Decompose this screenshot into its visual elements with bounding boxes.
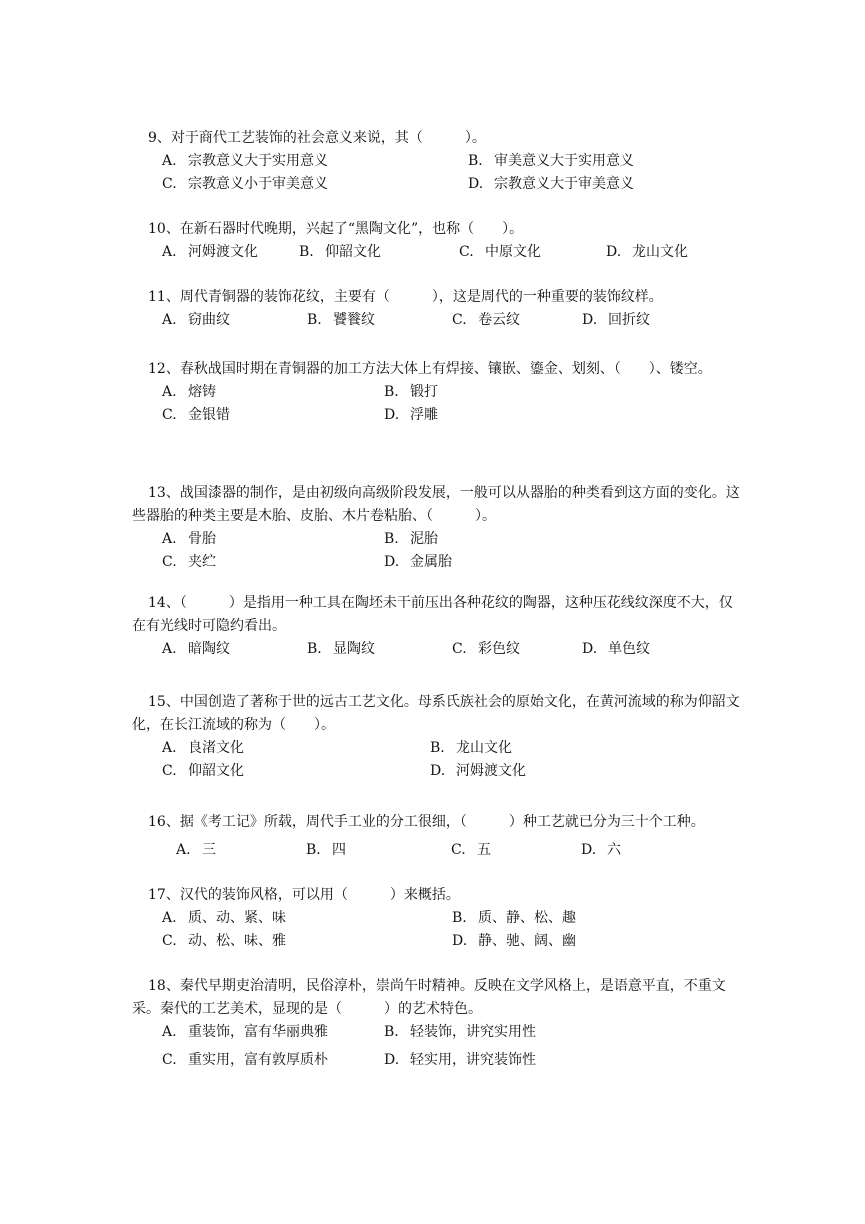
option-a: A. 良渚文化 — [162, 740, 244, 756]
question-15 — [132, 691, 742, 783]
option-a: A. 三 — [176, 842, 216, 858]
option-c: C. 金银错 — [162, 407, 230, 423]
option-d: D. 宗教意义大于审美意义 — [468, 176, 634, 192]
question-stem — [132, 592, 742, 638]
question-stem — [132, 691, 742, 737]
question-14 — [132, 592, 742, 661]
option-c: C. 动、松、味、雅 — [162, 933, 286, 949]
option-b: B. 轻装饰，讲究实用性 — [384, 1024, 536, 1040]
question-stem-text: 13、战国漆器的制作，是由初级向高级阶段发展，一般可以从器胎的种类看到这方面的变化。这些器胎的种类主要是木胎、皮胎、木片卷粘胎、（ ）。 — [132, 485, 740, 524]
option-c: C. 彩色纹 — [452, 641, 520, 657]
option-d: D. 单色纹 — [582, 641, 650, 657]
question-stem-text: 15、中国创造了著称于世的远古工艺文化。母系氏族社会的原始文化，在黄河流域的称为仰韶文化，在长江流域的称为（ ）。 — [132, 694, 740, 733]
question-stem-text: 14、（ ）是指用一种工具在陶坯未干前压出各种花纹的陶器，这种压花线纹深度不大，仅在有光线时可隐约看出。 — [132, 595, 733, 634]
question-12 — [132, 358, 742, 427]
question-stem-text: 10、在新石器时代晚期，兴起了“黑陶文化”，也称（ ）。 — [148, 221, 524, 237]
option-b: B. 四 — [306, 842, 346, 858]
option-d: D. 静、驰、阔、幽 — [452, 933, 576, 949]
option-a: A. 河姆渡文化 — [162, 244, 258, 260]
option-c: C. 宗教意义小于审美意义 — [162, 176, 328, 192]
option-d: D. 浮雕 — [384, 407, 438, 423]
question-stem-text: 17、汉代的装饰风格，可以用（ ）来概括。 — [148, 887, 460, 903]
option-b: B. 质、静、松、趣 — [452, 910, 576, 926]
option-b: B. 锻打 — [384, 384, 438, 400]
question-stem-text: 12、春秋战国时期在青铜器的加工方法大体上有焊接、镶嵌、鎏金、划刻、（ ）、镂空。 — [148, 361, 712, 377]
option-a: A. 熔铸 — [162, 384, 216, 400]
option-c: C. 中原文化 — [459, 244, 541, 260]
option-a: A. 宗教意义大于实用意义 — [162, 153, 328, 169]
question-16 — [132, 811, 742, 862]
question-stem — [132, 482, 742, 528]
option-c: C. 卷云纹 — [452, 312, 520, 328]
question-stem-text: 11、周代青铜器的装饰花纹，主要有（ ），这是周代的一种重要的装饰纹样。 — [148, 289, 663, 305]
options — [132, 150, 742, 196]
question-stem — [132, 218, 742, 241]
question-stem — [132, 127, 742, 150]
question-stem — [132, 358, 742, 381]
question-stem — [132, 286, 742, 309]
question-stem-text: 18、秦代早期吏治清明，民俗淳朴，崇尚午时精神。反映在文学风格上，是语意平直，不重文采。秦代的工艺美术，显现的是（ ）的艺术特色。 — [132, 978, 726, 1017]
option-a: A. 重装饰，富有华丽典雅 — [162, 1024, 328, 1040]
option-d: D. 金属胎 — [384, 554, 452, 570]
question-11 — [132, 286, 742, 332]
question-10 — [132, 218, 742, 264]
question-stem — [132, 811, 742, 834]
option-b: B. 审美意义大于实用意义 — [468, 153, 634, 169]
option-a: A. 质、动、紧、味 — [162, 910, 286, 926]
option-c: C. 仰韶文化 — [162, 763, 244, 779]
option-b: B. 仰韶文化 — [299, 244, 381, 260]
option-b: B. 饕餮纹 — [307, 312, 375, 328]
option-d: D. 回折纹 — [582, 312, 650, 328]
question-18 — [132, 975, 742, 1072]
question-13 — [132, 482, 742, 574]
option-b: B. 龙山文化 — [430, 740, 512, 756]
option-b: B. 显陶纹 — [307, 641, 375, 657]
question-stem — [132, 884, 742, 907]
option-c: C. 夹纻 — [162, 554, 216, 570]
option-c: C. 五 — [451, 842, 491, 858]
option-d: D. 六 — [581, 842, 621, 858]
option-c: C. 重实用，富有敦厚质朴 — [162, 1052, 328, 1068]
option-b: B. 泥胎 — [384, 531, 438, 547]
option-d: D. 龙山文化 — [606, 244, 688, 260]
option-a: A. 暗陶纹 — [162, 641, 230, 657]
option-a: A. 骨胎 — [162, 531, 216, 547]
option-d: D. 河姆渡文化 — [430, 763, 526, 779]
question-stem — [132, 975, 742, 1021]
question-17 — [132, 884, 742, 953]
question-9 — [132, 127, 742, 196]
option-a: A. 窃曲纹 — [162, 312, 230, 328]
option-d: D. 轻实用，讲究装饰性 — [384, 1052, 536, 1068]
question-stem-text: 16、据《考工记》所载，周代手工业的分工很细，（ ）种工艺就已分为三十个工种。 — [148, 814, 705, 830]
question-stem-text: 9、对于商代工艺装饰的社会意义来说，其（ ）。 — [148, 130, 486, 146]
